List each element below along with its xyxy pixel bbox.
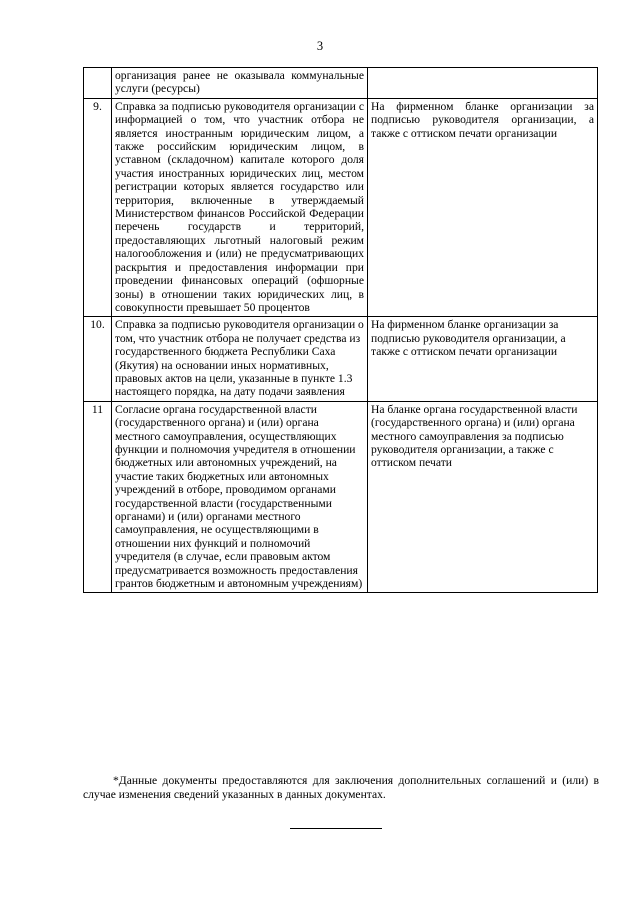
row-number: 9. — [84, 98, 112, 317]
row-number — [84, 68, 112, 99]
document-requirements — [368, 68, 598, 99]
document-requirements: На бланке органа государственной власти (государственного органа) и (или) органа местного самоуправления за подписью руководителя организации, а также с оттиском печати — [368, 401, 598, 593]
footnote: *Данные документы предоставляются для заключения дополнительных соглашений и (или) в случае изменения сведений указанных в данных документах. — [83, 774, 599, 801]
page-number: 3 — [316, 39, 324, 53]
footer-divider — [290, 828, 382, 829]
row-number: 10. — [84, 317, 112, 401]
document-name: Справка за подписью руководителя организации о том, что участник отбора не получает средства из государственного бюджета Республики Саха (Якутия) на основании иных нормативных, правовых актов на цели, указанные в пункте 1.3 настоящего порядка, на дату подачи заявления — [112, 317, 368, 401]
document-name: Справка за подписью руководителя организации с информацией о том, что участник отбора не является иностранным юридическим лицом, а также российским юридическим лицом, в уставном (складочном) капитале которого доля участия иностранных юридических лиц, местом регистрации которых является государство или территория, включенные в утверждаемый Министерством финансов Российской Федерации перечень государств и территорий, предоставляющих льготный налоговый режим налогообложения и (или) не предусматривающих раскрытия и предоставления информации при проведении финансовых операций (офшорные зоны) в отношении таких юридических лиц, в совокупности превышает 50 процентов — [112, 98, 368, 317]
table-row — [84, 68, 598, 99]
documents-table — [83, 67, 598, 593]
row-number: 11 — [84, 401, 112, 593]
document-name: Согласие органа государственной власти (государственного органа) и (или) органа местного самоуправления, осуществляющих функции и полномочия учредителя в отношении бюджетных или автономных учреждений, на участие таких бюджетных или автономных учреждений в отборе, проводимом органами государственной власти (государственными органами) и (или) органами местного самоуправления, не осуществляющими в отношении них функций и полномочий учредителя (в случае, если правовым актом предусматривается возможность предоставления грантов бюджетным и автономным учреждениям) — [112, 401, 368, 593]
table-row — [84, 98, 598, 317]
table-row — [84, 401, 598, 593]
document-requirements: На фирменном бланке организации за подписью руководителя организации, а также с оттиском печати организации — [368, 317, 598, 401]
document-name: организация ранее не оказывала коммунальные услуги (ресурсы) — [112, 68, 368, 99]
document-requirements: На фирменном бланке организации за подписью руководителя организации, а также с оттиском печати организации — [368, 98, 598, 317]
table-row — [84, 317, 598, 401]
